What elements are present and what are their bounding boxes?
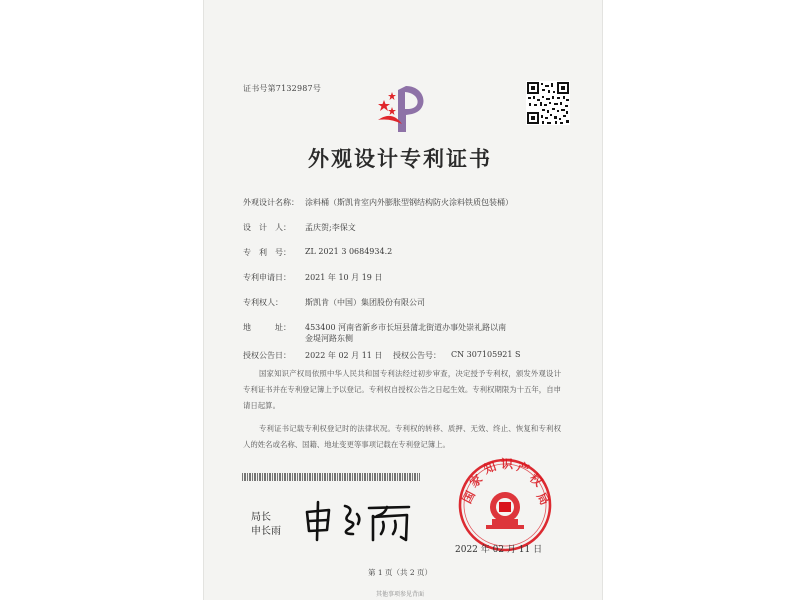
certificate-number: 证书号第7132987号	[243, 84, 322, 93]
field-application-date	[243, 272, 382, 283]
field-value-line2: 金堤河路东侧	[305, 334, 353, 343]
field-value-2: CN 307105921 S	[451, 350, 521, 359]
field-label-2: 授权公告号：	[393, 351, 441, 360]
field-label: 专利申请日：	[243, 273, 291, 282]
field-value: 2021 年 10 月 19 日	[305, 273, 383, 282]
barcode	[242, 473, 420, 481]
svg-text:国: 国	[459, 488, 478, 506]
field-patent-number	[243, 247, 392, 258]
field-label: 专 利 号：	[243, 248, 291, 257]
svg-text:识: 识	[501, 457, 514, 471]
field-value: 涂料桶（斯凯肯室内外膨胀型钢结构防火涂料铁质包装桶）	[305, 198, 513, 207]
official-seal	[450, 455, 560, 555]
certificate-title: 外观设计专利证书	[308, 146, 492, 171]
qr-code	[526, 81, 570, 125]
field-grant-date	[243, 350, 521, 361]
field-value: 孟庆贺;李保文	[305, 223, 356, 232]
svg-text:家: 家	[466, 471, 486, 491]
footer-note: 其他事项参见背面	[375, 591, 424, 598]
svg-text:知: 知	[481, 459, 499, 477]
field-value: 2022 年 02 月 11 日	[305, 351, 383, 360]
director-title: 局长	[251, 512, 271, 523]
notice-paragraph: 专利证书记载专利权登记时的法律状况。专利权的转移、质押、无效、终止、恢复和专利权人的姓名或名称、国籍、地址变更等事项记载在专利登记簿上。	[243, 424, 561, 449]
field-label: 专利权人：	[243, 298, 283, 307]
director-name: 申长雨	[251, 526, 281, 537]
address-value-block	[305, 322, 506, 344]
svg-text:局: 局	[533, 490, 552, 508]
field-label: 设 计 人：	[243, 223, 291, 232]
notice-text	[243, 366, 561, 453]
field-designer	[243, 222, 356, 233]
page-number: 第 1 页（共 2 页）	[367, 568, 433, 577]
field-label: 授权公告日：	[243, 351, 291, 360]
field-label: 地 址：	[243, 323, 291, 332]
notice-paragraph: 国家知识产权局依照中华人民共和国专利法经过初步审查，决定授予专利权，颁发外观设计专利证书并在专利登记簿上予以登记。专利权自授权公告之日起生效。专利权期限为十五年，自申请日起算。	[243, 369, 561, 410]
director-signature	[303, 500, 415, 542]
svg-text:产: 产	[514, 459, 532, 477]
svg-text:权: 权	[526, 470, 546, 490]
field-value: 453400 河南省新乡市长垣县蒲北街道办事处崇礼路以南	[305, 323, 507, 332]
field-value: 斯凯肯（中国）集团股份有限公司	[305, 298, 425, 307]
field-design-name	[243, 197, 513, 208]
seal-date: 2022 年 02 月 11 日	[455, 545, 543, 555]
field-value: ZL 2021 3 0684934.2	[305, 247, 393, 256]
field-address	[243, 322, 506, 344]
field-patentee	[243, 297, 425, 308]
field-label: 外观设计名称：	[243, 198, 299, 207]
cnipa-logo	[372, 80, 434, 134]
